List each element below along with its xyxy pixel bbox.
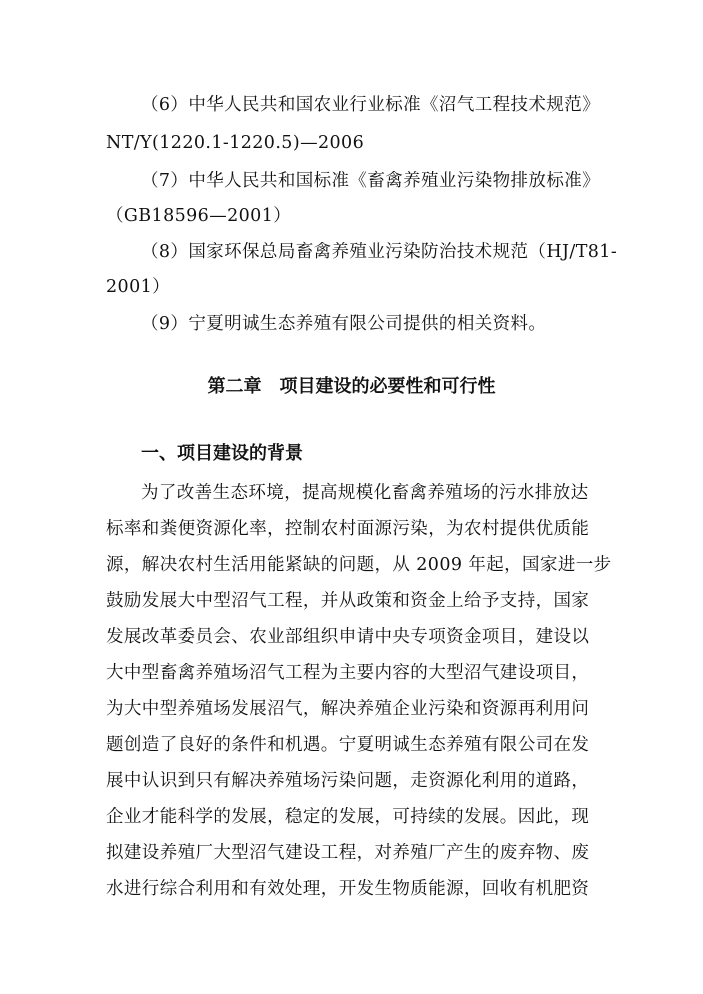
body-line-2: 标率和粪便资源化率，控制农村面源污染，为农村提供优质能 (106, 519, 590, 539)
body-line-1: 为了改善生态环境，提高规模化畜禽养殖场的污水排放达 (141, 483, 589, 503)
body-line-10: 企业才能科学的发展，稳定的发展，可持续的发展。因此，现 (106, 807, 590, 827)
body-line-6: 大中型畜禽养殖场沼气工程为主要内容的大型沼气建设项目， (106, 663, 590, 683)
reference-6-line-2: NT/Y(1220.1-1220.5)—2006 (106, 133, 365, 153)
body-line-11: 拟建设养殖厂大型沼气建设工程，对养殖厂产生的废弃物、废 (106, 843, 590, 863)
reference-7-line-2: （GB18596—2001） (106, 206, 292, 226)
reference-7-line-1: （7）中华人民共和国标准《畜禽养殖业污染物排放标准》 (141, 171, 601, 191)
body-line-8: 题创造了良好的条件和机遇。宁夏明诚生态养殖有限公司在发 (106, 735, 590, 755)
reference-8-line-2: 2001） (106, 277, 171, 297)
body-line-9: 展中认识到只有解决养殖场污染问题，走资源化利用的道路， (106, 771, 590, 791)
body-line-12: 水进行综合利用和有效处理，开发生物质能源，回收有机肥资 (106, 879, 590, 899)
body-line-3: 源，解决农村生活用能紧缺的问题，从 2009 年起，国家进一步 (106, 555, 612, 575)
body-line-7: 为大中型养殖场发展沼气，解决养殖企业污染和资源再利用问 (106, 699, 590, 719)
section-title: 一、项目建设的背景 (141, 443, 303, 464)
chapter-title: 第二章 项目建设的必要性和可行性 (207, 376, 496, 397)
reference-8-line-1: （8）国家环保总局畜禽养殖业污染防治技术规范（HJ/T81- (141, 242, 618, 262)
reference-9-line-1: （9）宁夏明诚生态养殖有限公司提供的相关资料。 (141, 314, 547, 334)
reference-6-line-1: （6）中华人民共和国农业行业标准《沼气工程技术规范》 (141, 95, 601, 115)
body-line-5: 发展改革委员会、农业部组织申请中央专项资金项目，建设以 (106, 627, 590, 647)
body-line-4: 鼓励发展大中型沼气工程，并从政策和资金上给予支持，国家 (106, 591, 590, 611)
